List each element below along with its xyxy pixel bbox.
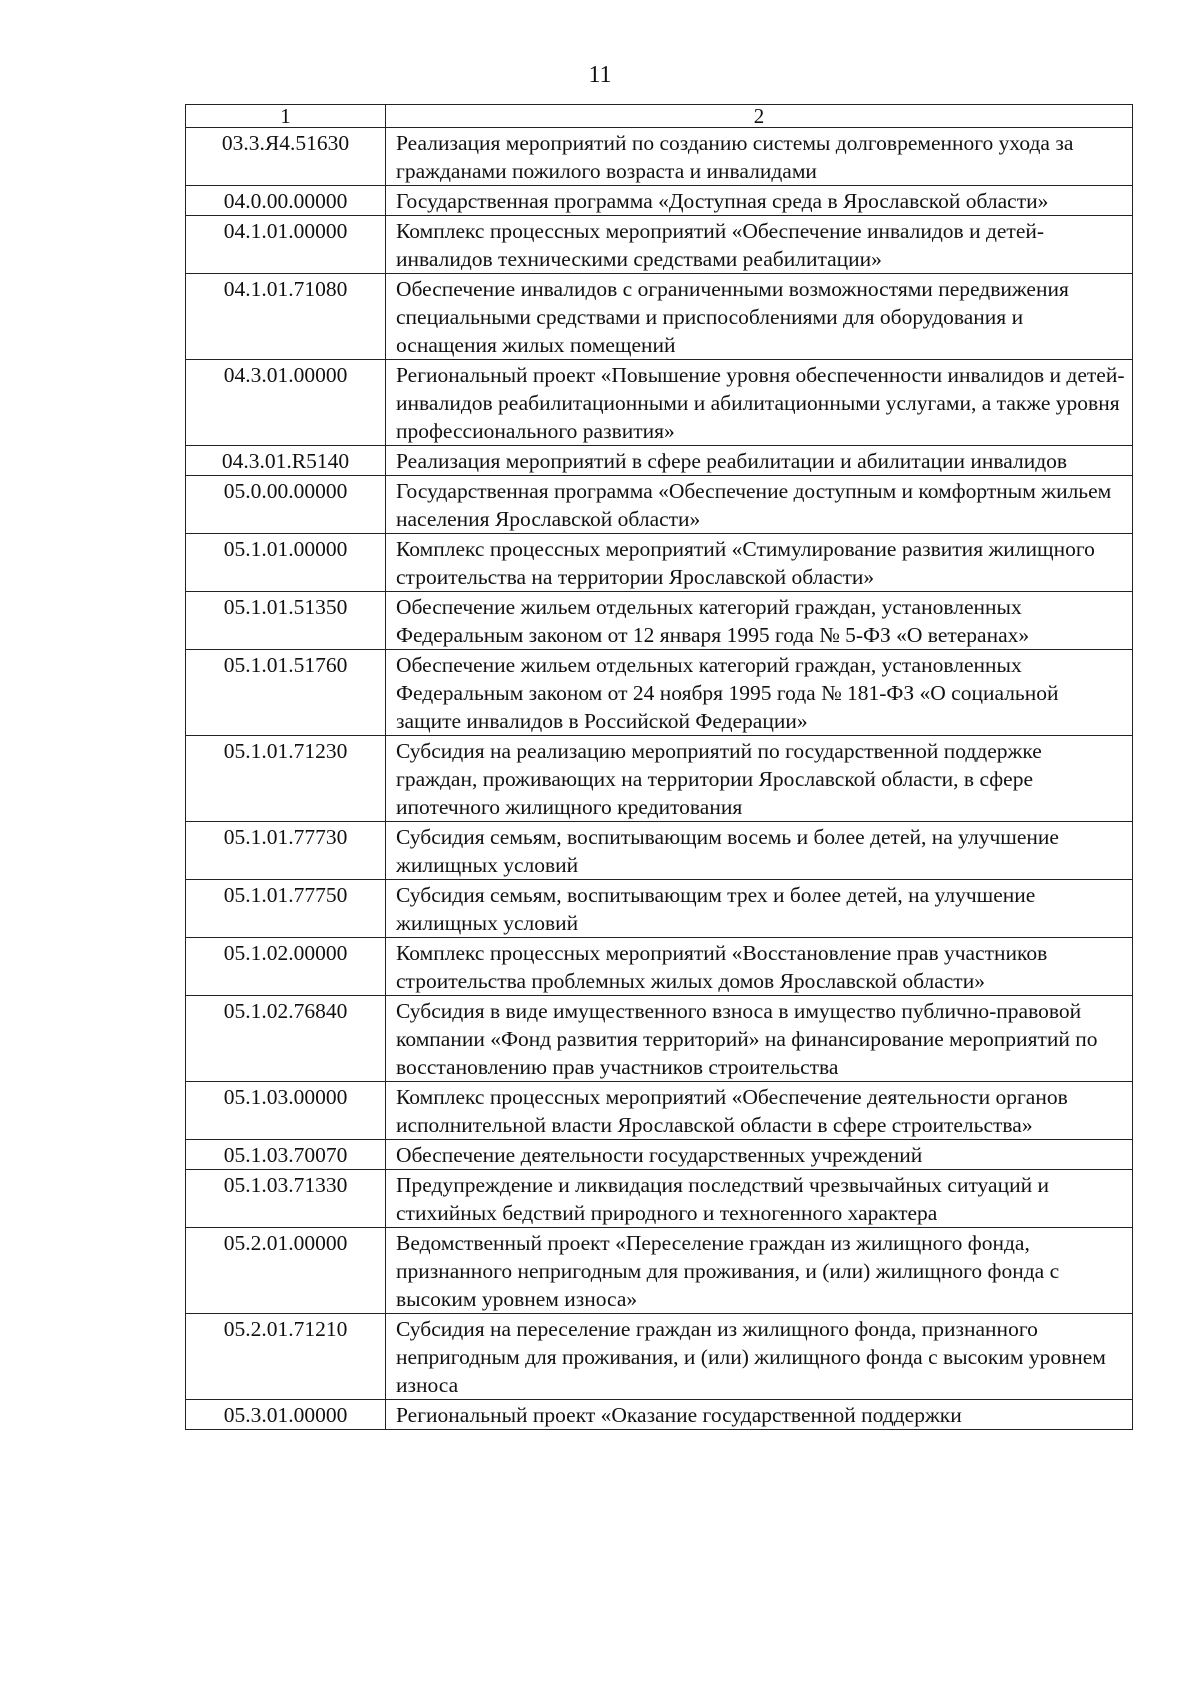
row-description: Комплекс процессных мероприятий «Обеспечение деятельности органов исполнительной власти Ярославской области в сфере строительства» xyxy=(386,1082,1133,1140)
column-header-description: 2 xyxy=(386,105,1133,128)
table-row xyxy=(186,534,1133,592)
row-code: 04.0.00.00000 xyxy=(186,186,386,216)
table-row xyxy=(186,822,1133,880)
row-description: Обеспечение деятельности государственных учреждений xyxy=(386,1140,1133,1170)
row-code: 05.2.01.00000 xyxy=(186,1228,386,1314)
row-code: 05.1.01.77750 xyxy=(186,880,386,938)
row-description: Комплекс процессных мероприятий «Обеспечение инвалидов и детей-инвалидов техническими средствами реабилитации» xyxy=(386,216,1133,274)
row-code: 05.1.02.00000 xyxy=(186,938,386,996)
row-description: Обеспечение жильем отдельных категорий граждан, установленных Федеральным законом от 12 января 1995 года № 5-ФЗ «О ветеранах» xyxy=(386,592,1133,650)
table-body xyxy=(186,128,1133,1430)
table-row xyxy=(186,996,1133,1082)
row-code: 05.1.03.70070 xyxy=(186,1140,386,1170)
row-description: Комплекс процессных мероприятий «Стимулирование развития жилищного строительства на территории Ярославской области» xyxy=(386,534,1133,592)
row-code: 04.3.01.R5140 xyxy=(186,446,386,476)
row-description: Ведомственный проект «Переселение граждан из жилищного фонда, признанного непригодным для проживания, и (или) жилищного фонда с высоким уровнем износа» xyxy=(386,1228,1133,1314)
row-description: Субсидия на реализацию мероприятий по государственной поддержке граждан, проживающих на территории Ярославской области, в сфере ипотечного жилищного кредитования xyxy=(386,736,1133,822)
row-description: Региональный проект «Оказание государственной поддержки xyxy=(386,1400,1133,1430)
table-row xyxy=(186,1314,1133,1400)
row-description: Реализация мероприятий в сфере реабилитации и абилитации инвалидов xyxy=(386,446,1133,476)
row-code: 05.0.00.00000 xyxy=(186,476,386,534)
table-row xyxy=(186,650,1133,736)
row-description: Обеспечение инвалидов с ограниченными возможностями передвижения специальными средствами и приспособлениями для оборудования и оснащения жилых помещений xyxy=(386,274,1133,360)
row-description: Государственная программа «Доступная среда в Ярославской области» xyxy=(386,186,1133,216)
table-row xyxy=(186,476,1133,534)
table-row xyxy=(186,736,1133,822)
column-header-code: 1 xyxy=(186,105,386,128)
table-row xyxy=(186,880,1133,938)
table-row xyxy=(186,592,1133,650)
table-row xyxy=(186,274,1133,360)
row-description: Реализация мероприятий по созданию системы долговременного ухода за гражданами пожилого возраста и инвалидами xyxy=(386,128,1133,186)
row-code: 05.1.01.77730 xyxy=(186,822,386,880)
row-description: Региональный проект «Повышение уровня обеспеченности инвалидов и детей-инвалидов реабилитационными и абилитационными услугами, а также уровня профессионального развития» xyxy=(386,360,1133,446)
budget-classification-table xyxy=(185,104,1133,1430)
row-code: 05.1.03.00000 xyxy=(186,1082,386,1140)
row-code: 05.1.01.51350 xyxy=(186,592,386,650)
table-row xyxy=(186,128,1133,186)
table-row xyxy=(186,360,1133,446)
table-header-row xyxy=(186,105,1133,128)
table-row xyxy=(186,1228,1133,1314)
table-row xyxy=(186,186,1133,216)
row-description: Комплекс процессных мероприятий «Восстановление прав участников строительства проблемных жилых домов Ярославской области» xyxy=(386,938,1133,996)
row-description: Предупреждение и ликвидация последствий чрезвычайных ситуаций и стихийных бедствий природного и техногенного характера xyxy=(386,1170,1133,1228)
table-row xyxy=(186,216,1133,274)
row-description: Субсидия семьям, воспитывающим восемь и более детей, на улучшение жилищных условий xyxy=(386,822,1133,880)
row-code: 05.1.01.51760 xyxy=(186,650,386,736)
table-row xyxy=(186,1400,1133,1430)
row-code: 04.3.01.00000 xyxy=(186,360,386,446)
row-description: Субсидия семьям, воспитывающим трех и более детей, на улучшение жилищных условий xyxy=(386,880,1133,938)
row-description: Государственная программа «Обеспечение доступным и комфортным жильем населения Ярославской области» xyxy=(386,476,1133,534)
row-code: 05.1.01.00000 xyxy=(186,534,386,592)
row-description: Субсидия в виде имущественного взноса в имущество публично-правовой компании «Фонд развития территорий» на финансирование мероприятий по восстановлению прав участников строительства xyxy=(386,996,1133,1082)
row-code: 04.1.01.71080 xyxy=(186,274,386,360)
row-code: 05.1.02.76840 xyxy=(186,996,386,1082)
row-code: 05.3.01.00000 xyxy=(186,1400,386,1430)
table-row xyxy=(186,1140,1133,1170)
row-code: 05.1.03.71330 xyxy=(186,1170,386,1228)
row-code: 05.1.01.71230 xyxy=(186,736,386,822)
row-description: Обеспечение жильем отдельных категорий граждан, установленных Федеральным законом от 24 ноября 1995 года № 181-ФЗ «О социальной защите инвалидов в Российской Федерации» xyxy=(386,650,1133,736)
row-code: 03.3.Я4.51630 xyxy=(186,128,386,186)
row-description: Субсидия на переселение граждан из жилищного фонда, признанного непригодным для проживания, и (или) жилищного фонда с высоким уровнем износа xyxy=(386,1314,1133,1400)
row-code: 05.2.01.71210 xyxy=(186,1314,386,1400)
row-code: 04.1.01.00000 xyxy=(186,216,386,274)
table-row xyxy=(186,1170,1133,1228)
table-row xyxy=(186,446,1133,476)
page-number: 11 xyxy=(588,62,612,88)
table-row xyxy=(186,1082,1133,1140)
table-row xyxy=(186,938,1133,996)
